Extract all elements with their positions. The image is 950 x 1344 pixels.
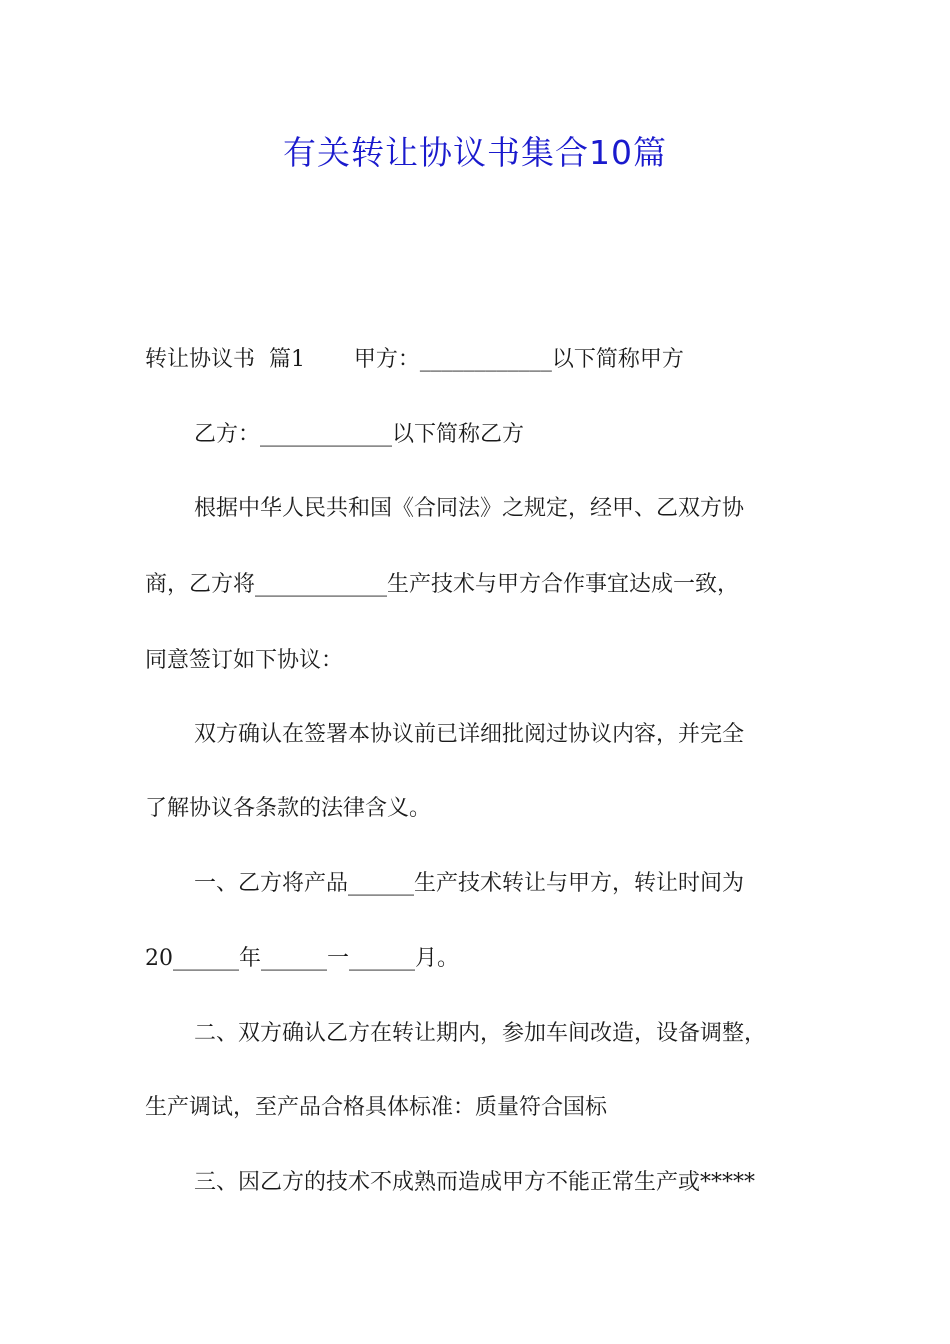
line-clause-1: 一、乙方将产品______生产技术转让与甲方，转让时间为 (194, 871, 745, 896)
line-heading-party-a: 转让协议书 篇1 甲方：____________以下简称甲方 (145, 347, 684, 372)
line-sign-agreement: 同意签订如下协议： (145, 648, 344, 673)
line-clause-1-cont: 20______年______一______月。 (145, 946, 459, 971)
line-legal-basis: 根据中华人民共和国《合同法》之规定，经甲、乙双方协 (194, 496, 745, 521)
document-title: 有关转让协议书集合10篇 (283, 133, 667, 172)
line-clause-2: 二、双方确认乙方在转让期内，参加车间改造，设备调整， (194, 1021, 767, 1046)
line-clause-3: 三、因乙方的技术不成熟而造成甲方不能正常生产或***** (194, 1170, 756, 1195)
line-confirmation-cont: 了解协议各条款的法律含义。 (145, 796, 432, 821)
line-clause-2-cont: 生产调试，至产品合格具体标准：质量符合国标 (145, 1095, 608, 1120)
line-agreement-matter: 商，乙方将____________生产技术与甲方合作事宜达成一致， (145, 572, 740, 597)
line-confirmation: 双方确认在签署本协议前已详细批阅过协议内容，并完全 (194, 722, 745, 747)
line-party-b: 乙方：____________以下简称乙方 (194, 422, 525, 447)
